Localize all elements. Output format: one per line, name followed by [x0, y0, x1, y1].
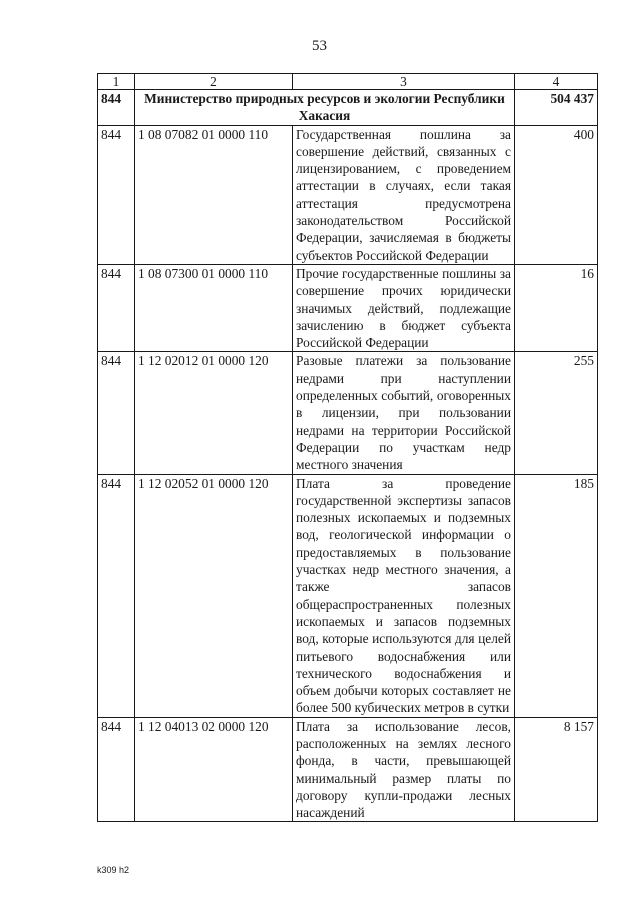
description-cell: Плата за проведение государственной экспертизы запасов полезных ископаемых и подземных вод, геологической информации о предоставляемых в пользование участках недр местного значения, а также запасов общераспространенных полезных ископаемых и запасов подземных вод, которые используются для целей питьевого водоснабжения или технического водоснабжения и объем добычи которых составляет не более 500 кубических метров в сутки: [293, 474, 515, 717]
budget-revenue-table: [97, 73, 598, 822]
amount-cell: 400: [515, 125, 598, 264]
table-row: [98, 264, 598, 351]
column-number-3: 3: [293, 74, 515, 90]
ministry-name: Министерство природных ресурсов и экологии Республики Хакасия: [135, 90, 515, 126]
ministry-admin-code: 844: [98, 90, 135, 126]
kbk-code-cell: 1 12 04013 02 0000 120: [135, 717, 293, 822]
admin-code-cell: 844: [98, 474, 135, 717]
column-number-4: 4: [515, 74, 598, 90]
description-cell: Плата за использование лесов, расположенных на землях лесного фонда, в части, превышающей минимальный размер платы по договору купли-продажи лесных насаждений: [293, 717, 515, 822]
ministry-header-row: [98, 90, 598, 126]
amount-cell: 255: [515, 352, 598, 474]
description-cell: Государственная пошлина за совершение действий, связанных с лицензированием, с проведением аттестации в случаях, если такая аттестация предусмотрена законодательством Российской Федерации, зачисляемая в бюджеты субъектов Российской Федерации: [293, 125, 515, 264]
table-row: [98, 474, 598, 717]
amount-cell: 185: [515, 474, 598, 717]
admin-code-cell: 844: [98, 264, 135, 351]
kbk-code-cell: 1 12 02052 01 0000 120: [135, 474, 293, 717]
column-number-2: 2: [135, 74, 293, 90]
column-number-row: [98, 74, 598, 90]
page-number: 53: [312, 38, 327, 54]
amount-cell: 8 157: [515, 717, 598, 822]
amount-cell: 16: [515, 264, 598, 351]
description-cell: Разовые платежи за пользование недрами при наступлении определенных событий, оговоренных в лицензии, при пользовании недрами на территории Российской Федерации по участкам недр местного значения: [293, 352, 515, 474]
kbk-code-cell: 1 08 07300 01 0000 110: [135, 264, 293, 351]
column-number-1: 1: [98, 74, 135, 90]
admin-code-cell: 844: [98, 717, 135, 822]
footer-note: k309 h2: [97, 865, 130, 875]
admin-code-cell: 844: [98, 352, 135, 474]
admin-code-cell: 844: [98, 125, 135, 264]
description-cell: Прочие государственные пошлины за совершение прочих юридически значимых действий, подлежащие зачислению в бюджет субъекта Российской Федерации: [293, 264, 515, 351]
table-row: [98, 352, 598, 474]
kbk-code-cell: 1 08 07082 01 0000 110: [135, 125, 293, 264]
table-row: [98, 717, 598, 822]
ministry-total-amount: 504 437: [515, 90, 598, 126]
table-row: [98, 125, 598, 264]
kbk-code-cell: 1 12 02012 01 0000 120: [135, 352, 293, 474]
